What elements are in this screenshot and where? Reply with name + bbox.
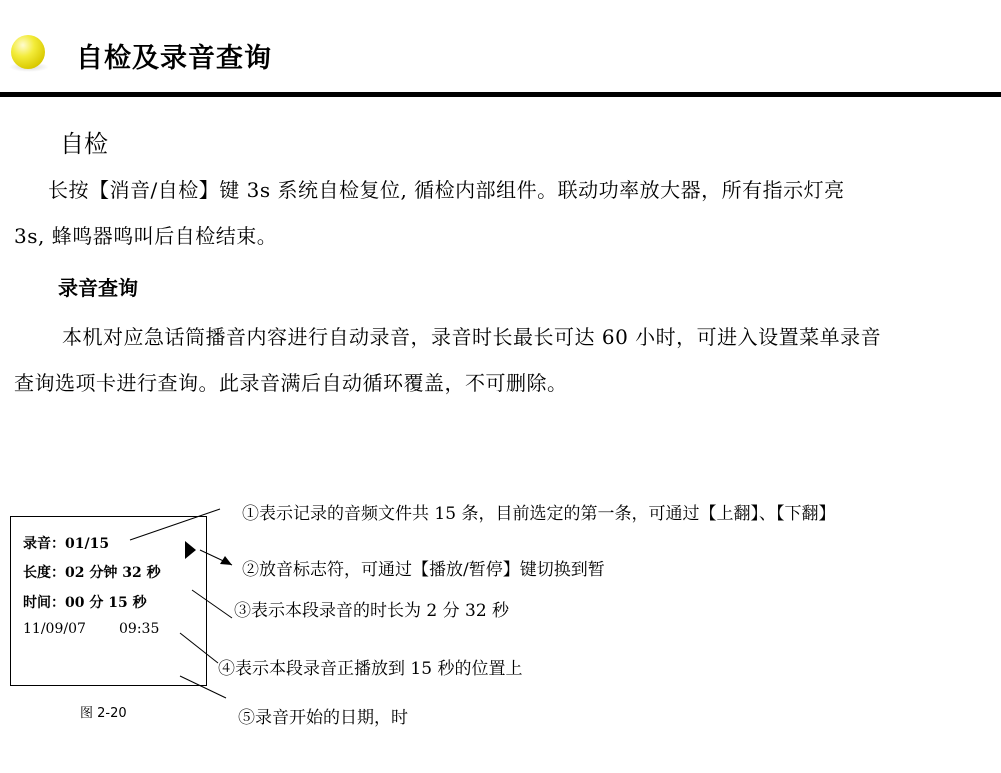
self-check-heading: 自检	[60, 130, 108, 158]
lcd-length: 长度：02 分钟 32 秒	[23, 565, 161, 581]
recording-query-heading: 录音查询	[58, 276, 138, 300]
figure-caption: 图 2-20	[80, 706, 127, 721]
self-check-paragraph-line-2: 3s, 蜂鸣器鸣叫后自检结束。	[14, 224, 278, 248]
page-title: 自检及录音查询	[76, 43, 272, 74]
lcd-date: 11/09/07	[23, 621, 86, 637]
note-4: ④表示本段录音正播放到 15 秒的位置上	[218, 659, 523, 679]
self-check-paragraph-line-1: 长按【消音/自检】键 3s 系统自检复位, 循检内部组件。联动功率放大器，所有指示灯亮	[48, 178, 845, 202]
lcd-clock: 09:35	[119, 621, 160, 637]
recording-query-paragraph-line-1: 本机对应急话筒播音内容进行自动录音，录音时长最长可达 60 小时，可进入设置菜单录音	[62, 325, 882, 349]
note-2: ②放音标志符，可通过【播放/暂停】键切换到暂	[242, 560, 605, 580]
note-1: ①表示记录的音频文件共 15 条，目前选定的第一条，可通过【上翻】、【下翻】	[242, 504, 836, 524]
note-3: ③表示本段录音的时长为 2 分 32 秒	[234, 601, 510, 621]
lcd-record-index: 录音：01/15	[23, 536, 110, 552]
lcd-elapsed-time: 时间：00 分 15 秒	[23, 595, 147, 611]
note-5: ⑤录音开始的日期，时	[238, 708, 408, 728]
recording-query-paragraph-line-2: 查询选项卡进行查询。此录音满后自动循环覆盖，不可删除。	[14, 371, 568, 395]
